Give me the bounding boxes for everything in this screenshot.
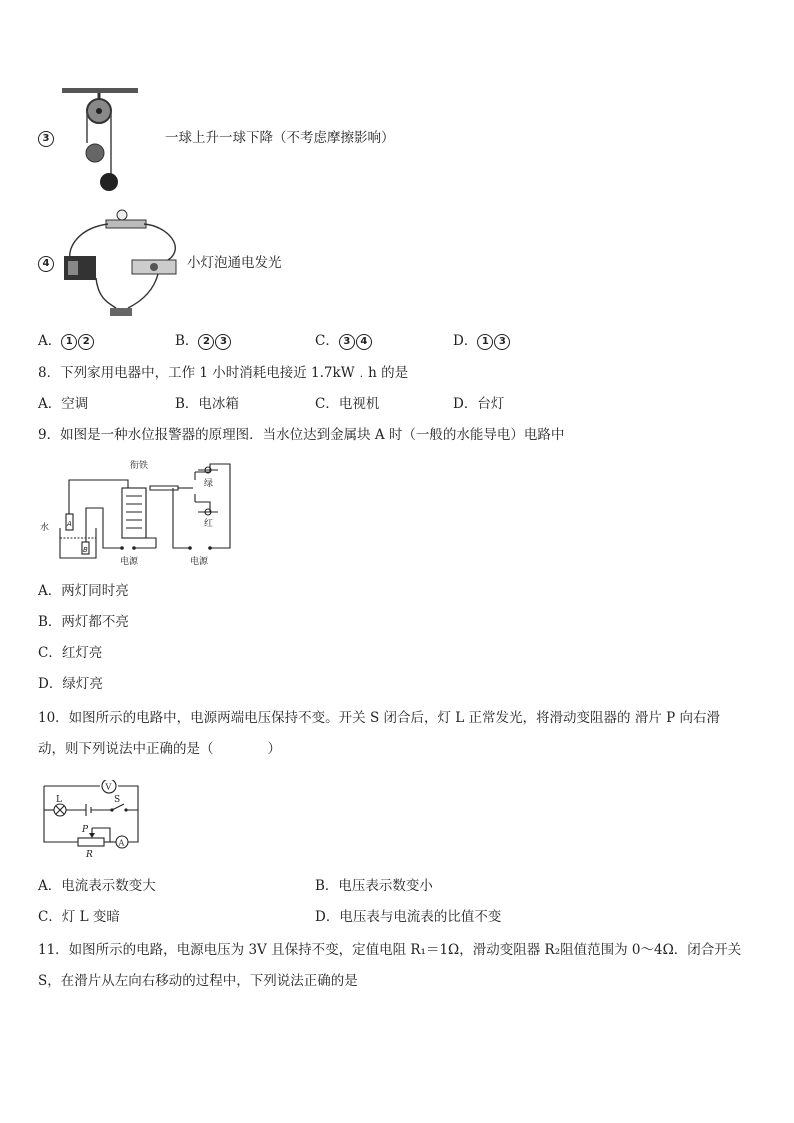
q11-stem-line2: S，在滑片从左向右移动的过程中，下列说法正确的是 xyxy=(38,973,358,989)
item3-marker: 3 xyxy=(38,131,54,147)
q10-option-b[interactable]: B．电压表示数变小 xyxy=(315,878,433,894)
pulley-figure xyxy=(58,85,143,195)
switch-label: S xyxy=(114,795,121,805)
q9-option-c[interactable]: C．红灯亮 xyxy=(38,645,103,661)
item3-text: 一球上升一球下降（不考虑摩擦影响） xyxy=(165,130,395,146)
q10-stem-line2: 动，则下列说法中正确的是（ ） xyxy=(38,741,281,757)
q10-stem-line1: 10．如图所示的电路中，电源两端电压保持不变。开关 S 闭合后，灯 L 正常发光，将滑动变阻器的 滑片 P 向右滑 xyxy=(38,710,721,726)
q9-option-b[interactable]: B．两灯都不亮 xyxy=(38,614,129,630)
ammeter-label: A xyxy=(118,838,125,848)
q10-option-a[interactable]: A．电流表示数变大 xyxy=(38,878,156,894)
lamp-circuit-figure xyxy=(58,208,188,323)
q7-option-c[interactable]: C． 3 4 xyxy=(315,332,373,350)
red-lamp-label: 红 xyxy=(204,519,214,529)
voltmeter-label: V xyxy=(105,782,112,792)
metal-a-label: A xyxy=(67,520,72,528)
q7-option-b[interactable]: B． 2 3 xyxy=(175,332,232,350)
q10-option-c[interactable]: C．灯 L 变暗 xyxy=(38,909,120,925)
q11-stem-line1: 11．如图所示的电路，电源电压为 3V 且保持不变，定值电阻 R₁＝1Ω，滑动变阻器 R₂阻值范围为 0～4Ω．闭合开关 xyxy=(38,942,742,958)
q9-option-d[interactable]: D．绿灯亮 xyxy=(38,676,103,692)
q8-option-d[interactable]: D．台灯 xyxy=(453,396,505,412)
water-alarm-figure xyxy=(38,458,238,570)
power-label-left: 电源 xyxy=(120,557,139,567)
q7-option-d[interactable]: D． 1 3 xyxy=(453,332,511,350)
item4-text: 小灯泡通电发光 xyxy=(187,255,282,271)
water-label: 水 xyxy=(40,523,50,533)
lamp-label: L xyxy=(56,795,62,805)
power-label-right: 电源 xyxy=(190,557,209,567)
q8-option-c[interactable]: C．电视机 xyxy=(315,396,380,412)
rheostat-label: R xyxy=(86,850,93,860)
q8-stem: 8．下列家用电器中，工作 1 小时消耗电接近 1.7kW﹒h 的是 xyxy=(38,365,409,381)
q10-option-d[interactable]: D．电压表与电流表的比值不变 xyxy=(315,909,502,925)
item4-marker: 4 xyxy=(38,256,54,272)
q9-option-a[interactable]: A．两灯同时亮 xyxy=(38,583,129,599)
q8-option-a[interactable]: A．空调 xyxy=(38,396,89,412)
q10-circuit-figure xyxy=(38,780,148,860)
q7-option-a[interactable]: A． 1 2 xyxy=(38,332,95,350)
green-lamp-label: 绿 xyxy=(204,479,214,489)
metal-b-label: B xyxy=(83,546,88,554)
q8-option-b[interactable]: B．电冰箱 xyxy=(175,396,239,412)
slider-label: P xyxy=(82,825,89,835)
armature-label: 衔铁 xyxy=(130,461,149,471)
q9-stem: 9．如图是一种水位报警器的原理图．当水位达到金属块 A 时（一般的水能导电）电路中 xyxy=(38,427,565,443)
